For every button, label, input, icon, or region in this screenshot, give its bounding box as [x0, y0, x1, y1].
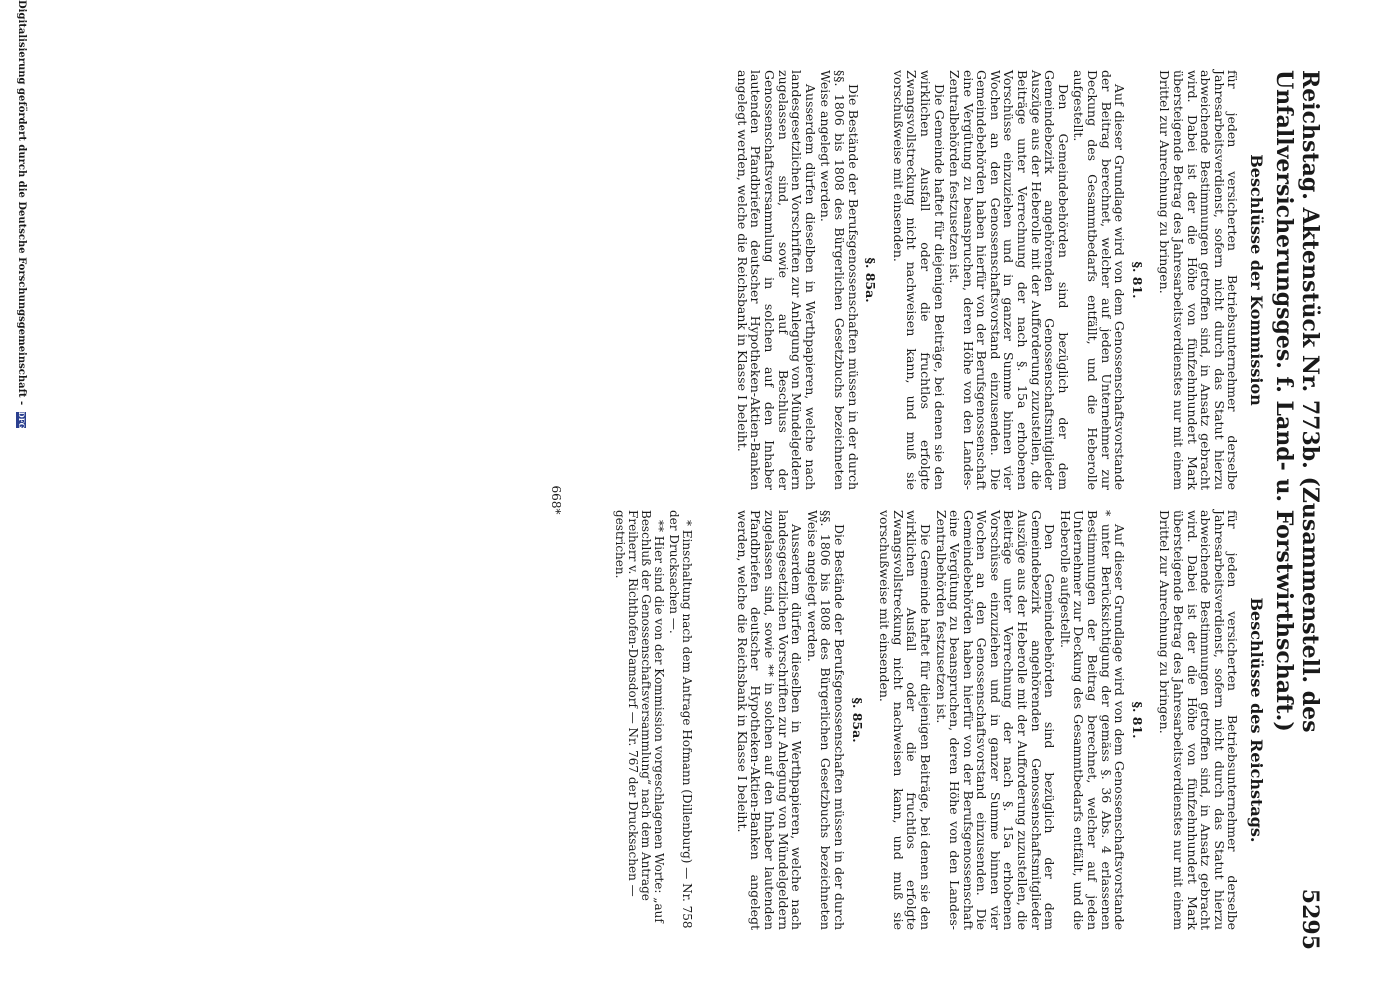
digitization-credit — [16, 0, 27, 1000]
left-column-heading: Beschlüsse der Kommission — [1247, 154, 1266, 406]
right-sec81-title: §. 81. — [1129, 701, 1145, 739]
right-sec81-p2: Den Gemeindebehörden sind bezüglich der dem Gemeindebezirk angehörenden Genossenschaftsmitglieder Auszüge aus der Heberolle mit der Aufforderung zuzustellen, die Beiträge unter Verrechnung der nach §. 15a erhobenen Vorschüsse einzuziehen und in ganzer Summe binnen vier Wochen an den Genossenschaftsvorstand einzusenden. Die Gemeindebehörden haben hierfür von der Berufsgenossenschaft eine Vergütung zu beanspruchen, deren Höhe von den Landes-Zentralbehörden festzusetzen ist. — [933, 510, 1058, 930]
right-intro: für jeden versicherten Betriebsunternehmer derselbe Jahresarbeitsverdienst, sofern nicht durch das Statut hierzu abweichende Bestimmungen getroffen sind, in Ansatz gebracht wird. Dabei ist der die Höhe von fünfzehnhundert Mark übersteigende Betrag des Jahresarbeitsverdienstes nur mit einem Drittel zur Anrechnung zu bringen. — [1157, 510, 1241, 930]
footnote-1: * Einschaltung nach dem Antrage Hofmann (Dillenburg) — Nr. 758 der Drucksachen —. — [667, 510, 694, 929]
right-column-heading: Beschlüsse des Reichstags. — [1247, 597, 1266, 843]
page-header — [1271, 70, 1323, 950]
right-column — [733, 510, 1266, 930]
left-column — [733, 70, 1266, 490]
header-title: Reichstag. Aktenstück Nr. 773b. (Zusammenstell. des Unfallversicherungsges. f. Land- u. Forstwirthschaft.) — [1271, 70, 1323, 733]
left-sec85-p2: Ausserdem dürfen dieselben in Werthpapieren, welche nach landesgesetzlichen Vorschriften zur Anlegung von Mündelgeldern zugelassen sind, sowie auf Beschluss der Genossenschaftsversammlung in solchen auf den Inhaber lautenden Pfandbriefen deutscher Hypotheken-Aktien-Banken angelegt werden, welche die Reichsbank in Klasse I beleiht. — [734, 70, 818, 490]
left-sec81-p3: Die Gemeinde haftet für diejenigen Beiträge, bei denen sie den wirklichen Ausfall oder die fruchtlos erfolgte Zwangsvollstreckung nicht nachweisen kann, und muß sie vorschußweise mit einsenden. — [890, 70, 947, 490]
header-page-number: 5295 — [1297, 888, 1323, 950]
dfg-logo-icon: DFG — [17, 411, 27, 429]
right-sec85-title: §. 85a. — [849, 697, 865, 743]
right-sec81-p1: Auf dieser Grundlage wird von dem Genossenschaftsvorstande * unter Berücksichtigung der gemäss §. 36 Abs. 4 erlassenen Bestimmungen der Beitrag berechnet, welcher auf jeden Unternehmer zur Deckung des Gesammtbedarfs entfällt, und die Heberolle aufgestellt. — [1057, 510, 1128, 930]
left-sec85-p1: Die Bestände der Berufsgenossenschaften müssen in der durch §§. 1806 bis 1808 des Bürgerlichen Gesetzbuchs bezeichneten Weise angelegt werden. — [818, 70, 861, 490]
left-sec81-p1: Auf dieser Grundlage wird von dem Genossenschaftsvorstande der Beitrag berechnet, welcher auf jeden Unternehmer zur Deckung des Gesammtbedarfs entfällt, und die Heberolle aufgestellt. — [1071, 70, 1128, 490]
credit-text: Digitalisierung gefördert durch die Deutsche Forschungsgemeinschaft - — [16, 0, 27, 406]
left-sec81-p2: Den Gemeindebehörden sind bezüglich der dem Gemeindebezirk angehörenden Genossenschaftsmitglieder Auszüge aus der Heberolle mit der Aufforderung zuzustellen, die Beiträge unter Verrechnung der nach §. 15a erhobenen Vorschüsse einzuziehen und in ganzer Summe binnen vier Wochen an den Genossenschaftsvorstand einzusenden. Die Gemeindebehörden haben hierfür von der Berufsgenossenschaft eine Vergütung zu beanspruchen, deren Höhe von den Landes-Zentralbehörden festzusetzen ist. — [947, 70, 1071, 490]
left-sec81-title: §. 81. — [1129, 261, 1145, 299]
left-intro: für jeden versicherten Betriebsunternehmer derselbe Jahresarbeitsverdienst, sofern nicht durch das Statut hierzu abweichende Bestimmungen getroffen sind, in Ansatz gebracht wird. Dabei ist der die Höhe von fünfzehnhundert Mark übersteigende Betrag des Jahresarbeitsverdienstes nur mit einem Drittel zur Anrechnung zu bringen. — [1157, 70, 1241, 490]
right-sec81-p3: Die Gemeinde haftet für diejenigen Beiträge, bei denen sie den wirklichen Ausfall oder die fruchtlos erfolgte Zwangsvollstreckung nicht nachweisen kann, und muß sie vorschußweise mit einsenden. — [877, 510, 933, 930]
right-sec85-p2: Ausserdem dürfen dieselben in Werthpapieren, welche nach landesgesetzlichen Vorschriften zur Anlegung von Mündelgeldern zugelassen sind, sowie ** in solchen auf den Inhaber lautenden Pfandbriefen deutscher Hypotheken-Aktien-Banken angelegt werden, welche die Reichsbank in Klasse I beleiht. — [734, 510, 805, 930]
left-sec85-title: §. 85a. — [863, 257, 879, 303]
page-number: 668* — [549, 485, 563, 515]
footnote-2: ** Hier sind die von der Kommission vorgeschlagenen Worte: „auf Beschluß der Genossenschaftsversammlung“ nach dem Antrage Freiherr v. Richthofen-Damsdorf — Nr. 767 der Drucksachen — gestrichen. — [613, 510, 666, 923]
right-sec85-p1: Die Bestände der Berufsgenossenschaften müssen in der durch §§. 1806 bis 1808 des Bürgerlichen Gesetzbuchs bezeichneten Weise angelegt werden. — [804, 510, 847, 930]
footnotes — [611, 510, 693, 930]
